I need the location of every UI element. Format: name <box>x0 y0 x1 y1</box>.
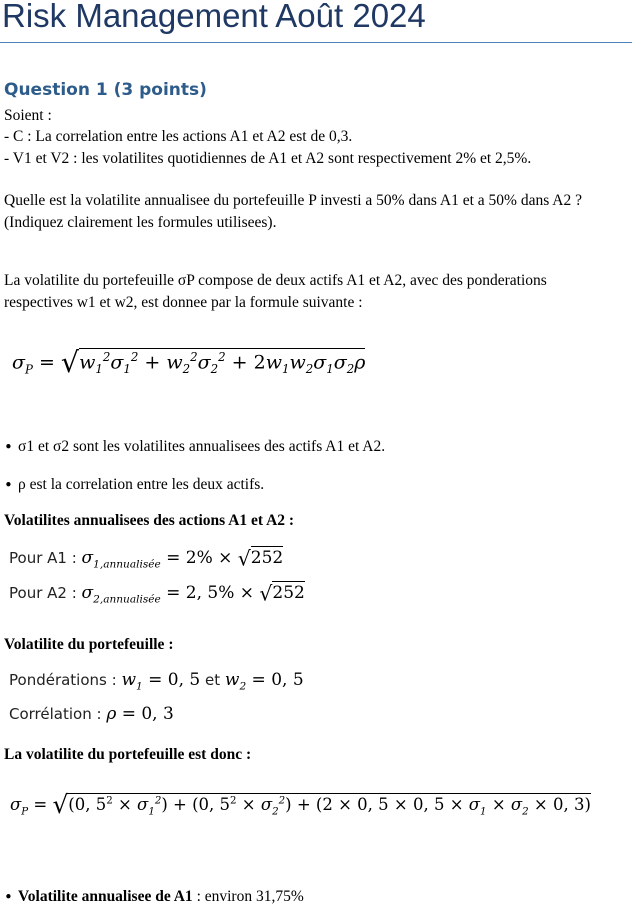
bullet-item: σ1 et σ2 sont les volatilites annualisees des actifs A1 et A2. <box>18 438 386 455</box>
weights-formula: Pondérations : $w_1 = 0$, 5 et $w_2 = 0$, 5 <box>9 670 304 693</box>
section-heading: Volatilite du portefeuille : <box>4 636 174 653</box>
question-line: - V1 et V2 : les volatilites quotidiennes de A1 et A2 sont respectivement 2% et 2,5%. <box>4 150 532 167</box>
section-heading: La volatilite du portefeuille est donc : <box>4 746 252 763</box>
pour-a2-label: Pour A2 : <box>9 584 82 602</box>
correlation-label: Corrélation : <box>9 705 107 723</box>
question-line: Quelle est la volatilite annualisee du portefeuille P investi a 50% dans A1 et a 50% dans A2 ? <box>4 192 582 209</box>
answer-intro: respectives w1 et w2, est donnee par la formule suivante : <box>4 294 363 311</box>
final-portfolio-formula: $\sigma_P = √(0$, $5^2 \times \sigma_1^2) + (0$, $5^2 \times \sigma_2^2) + (2 \times 0$, 5 × 0, $5 \times \sigma_1 \times \sigma_2 \times 0$, 3) <box>10 790 591 819</box>
final-bullet-value: : environ 31,75% <box>192 888 304 905</box>
pour-a1-label: Pour A1 : <box>9 549 82 567</box>
portfolio-volatility-formula: $\sigma_P = √w_1^2\sigma_1^2 + w_2^2\sigma_2^2 + 2w_1w_2\sigma_1\sigma_2\rho$ <box>12 346 366 379</box>
question-line: Soient : <box>4 107 52 124</box>
question-line: - C : La correlation entre les actions A1 et A2 est de 0,3. <box>4 128 353 145</box>
bullet-dot: • <box>4 888 13 906</box>
final-bullet-label: Volatilite annualisee de A1 <box>18 888 193 905</box>
final-bullet <box>18 888 304 906</box>
section-heading: Volatilites annualisees des actions A1 et A2 : <box>4 512 295 529</box>
question-line: (Indiquez clairement les formules utilisees). <box>4 214 277 231</box>
page-title: Risk Management Août 2024 <box>2 0 426 34</box>
bullet-dot: • <box>4 438 13 456</box>
bullet-dot: • <box>4 476 13 494</box>
question-heading: Question 1 (3 points) <box>4 80 207 100</box>
weights-and: et <box>200 671 225 689</box>
annualized-formula-a1: Pour A1 : $\sigma_{1,annualisée} = 2\% \times √252$ <box>9 546 284 571</box>
weights-label: Pondérations : <box>9 671 122 689</box>
annualized-formula-a2: Pour A2 : $\sigma_{2,annualisée} = 2$, 5% × √252 <box>9 581 305 606</box>
correlation-formula: Corrélation : ρ = 0, 3 <box>9 704 174 724</box>
title-divider <box>0 42 632 43</box>
answer-intro: La volatilite du portefeuille σP compose de deux actifs A1 et A2, avec des ponderations <box>4 272 547 289</box>
bullet-item: ρ est la correlation entre les deux actifs. <box>18 476 265 493</box>
